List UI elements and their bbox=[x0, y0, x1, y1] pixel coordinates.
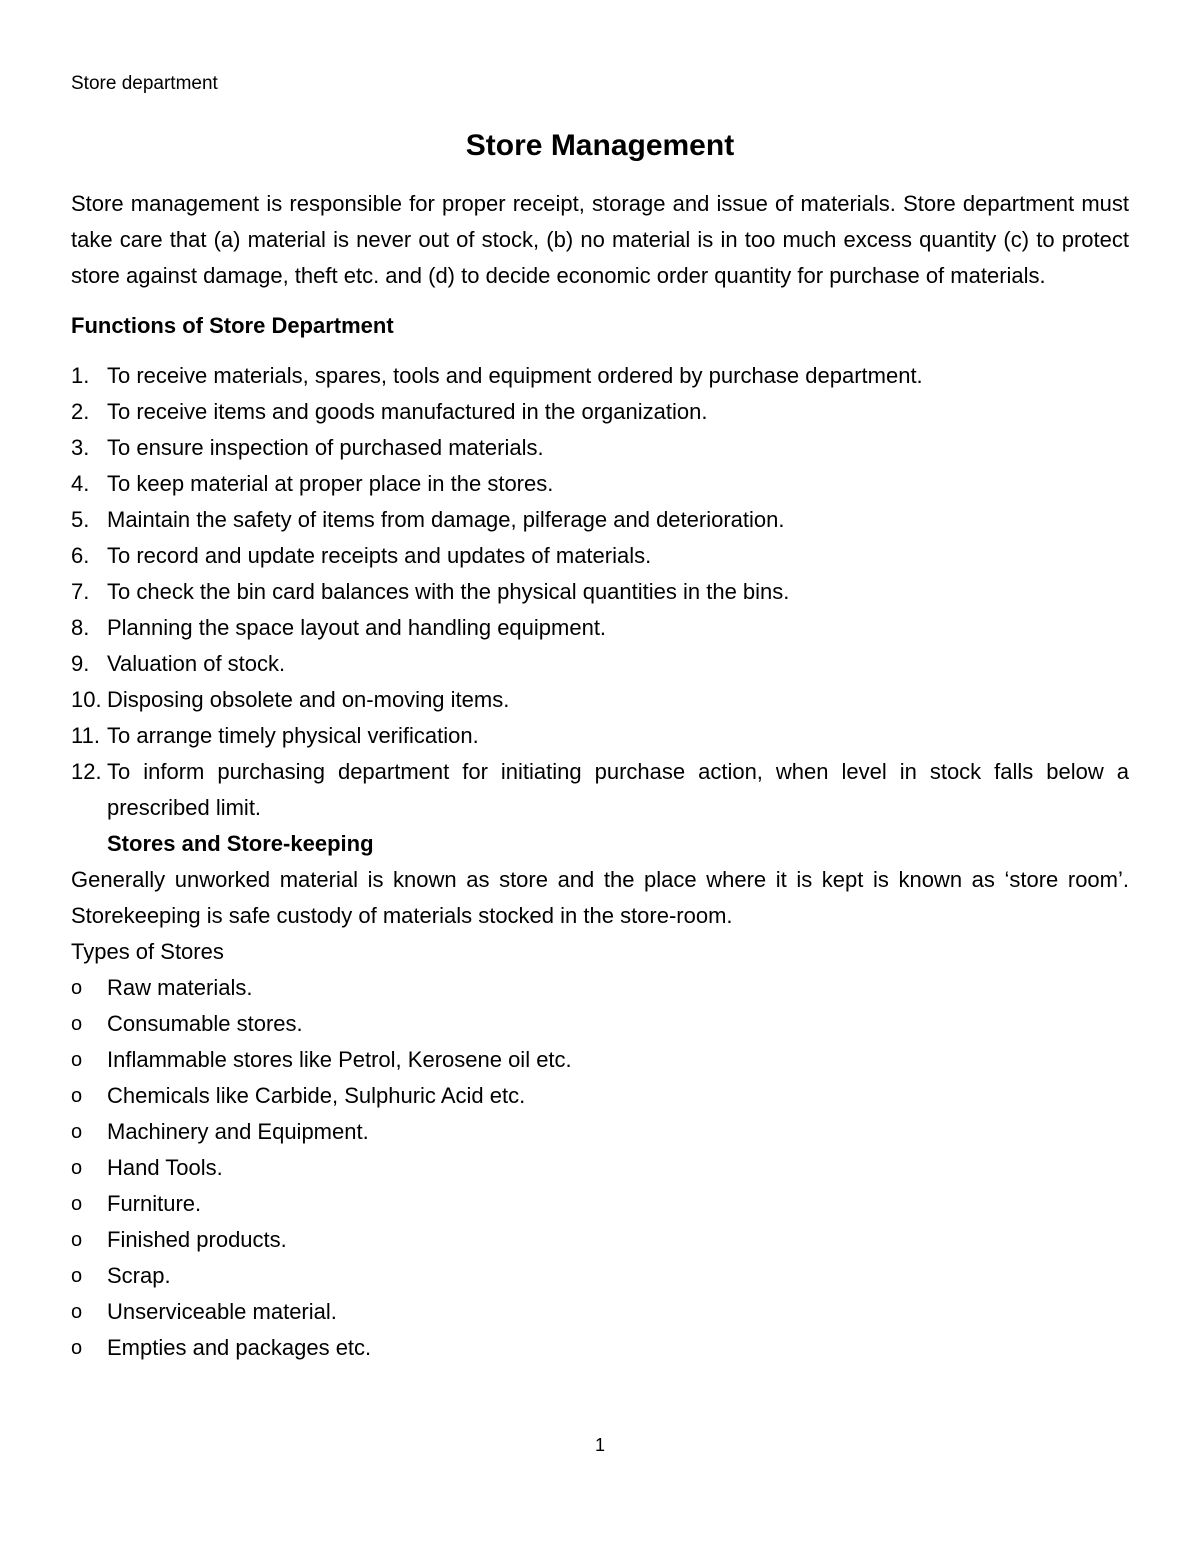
stores-heading: Stores and Store-keeping bbox=[107, 831, 374, 856]
list-item bbox=[71, 502, 1129, 538]
bullet-icon: o bbox=[71, 1265, 83, 1287]
list-item bbox=[71, 466, 1129, 502]
list-number: 8. bbox=[71, 615, 90, 640]
list-number: 4. bbox=[71, 471, 90, 496]
types-label: Types of Stores bbox=[71, 939, 224, 964]
list-item bbox=[71, 610, 1129, 646]
list-item bbox=[71, 394, 1129, 430]
list-item bbox=[71, 1150, 1129, 1186]
bullet-icon: o bbox=[71, 1193, 83, 1215]
list-item bbox=[71, 1222, 1129, 1258]
bullet-icon: o bbox=[71, 1337, 83, 1359]
list-item-text: To receive materials, spares, tools and equipment ordered by purchase department. bbox=[107, 363, 923, 388]
list-number: 12. bbox=[71, 759, 102, 784]
list-number: 5. bbox=[71, 507, 90, 532]
stores-paragraph: Generally unworked material is known as store and the place where it is kept is known as ‘store room’. Storekeeping is safe custody of materials stocked in the store-room. bbox=[71, 867, 1129, 928]
list-number: 2. bbox=[71, 399, 90, 424]
page-header: Store department bbox=[71, 73, 218, 94]
list-item bbox=[71, 682, 1129, 718]
list-item-text: To inform purchasing department for initiating purchase action, when level in stock falls below a prescribed limit. bbox=[107, 759, 1129, 820]
list-item bbox=[71, 970, 1129, 1006]
bullet-icon: o bbox=[71, 1085, 83, 1107]
list-item-text: To record and update receipts and updates of materials. bbox=[107, 543, 652, 568]
functions-heading: Functions of Store Department bbox=[71, 313, 394, 338]
list-item-text: To arrange timely physical verification. bbox=[107, 723, 479, 748]
list-item-text: To ensure inspection of purchased materials. bbox=[107, 435, 544, 460]
bullet-icon: o bbox=[71, 1121, 83, 1143]
functions-list bbox=[71, 358, 1129, 826]
list-item-text: Finished products. bbox=[107, 1227, 287, 1252]
list-item bbox=[71, 1294, 1129, 1330]
list-item-text: Consumable stores. bbox=[107, 1011, 303, 1036]
list-item-text: Disposing obsolete and on-moving items. bbox=[107, 687, 510, 712]
list-item bbox=[71, 754, 1129, 826]
list-item-text: Unserviceable material. bbox=[107, 1299, 337, 1324]
list-number: 9. bbox=[71, 651, 90, 676]
list-item bbox=[71, 1258, 1129, 1294]
list-item-text: Furniture. bbox=[107, 1191, 202, 1216]
list-item bbox=[71, 430, 1129, 466]
list-item-text: Raw materials. bbox=[107, 975, 253, 1000]
list-number: 11. bbox=[71, 723, 100, 748]
list-item-text: To receive items and goods manufactured in the organization. bbox=[107, 399, 708, 424]
list-item-text: To keep material at proper place in the stores. bbox=[107, 471, 554, 496]
list-item-text: Hand Tools. bbox=[107, 1155, 223, 1180]
list-item-text: Scrap. bbox=[107, 1263, 171, 1288]
list-item-text: Chemicals like Carbide, Sulphuric Acid etc. bbox=[107, 1083, 526, 1108]
list-item bbox=[71, 1006, 1129, 1042]
list-item bbox=[71, 1078, 1129, 1114]
list-number: 3. bbox=[71, 435, 90, 460]
list-item bbox=[71, 358, 1129, 394]
types-list bbox=[71, 970, 1129, 1366]
bullet-icon: o bbox=[71, 1049, 83, 1071]
list-item bbox=[71, 1042, 1129, 1078]
list-item-text: Empties and packages etc. bbox=[107, 1335, 372, 1360]
list-item bbox=[71, 1186, 1129, 1222]
list-item bbox=[71, 646, 1129, 682]
list-item-text: To check the bin card balances with the physical quantities in the bins. bbox=[107, 579, 790, 604]
list-number: 1. bbox=[71, 363, 90, 388]
document-body bbox=[71, 186, 1129, 1366]
bullet-icon: o bbox=[71, 1013, 83, 1035]
list-item-text: Valuation of stock. bbox=[107, 651, 286, 676]
list-number: 6. bbox=[71, 543, 90, 568]
page-title: Store Management bbox=[465, 129, 735, 162]
list-item bbox=[71, 1114, 1129, 1150]
list-item bbox=[71, 718, 1129, 754]
list-item-text: Machinery and Equipment. bbox=[107, 1119, 369, 1144]
list-number: 7. bbox=[71, 579, 90, 604]
list-number: 10. bbox=[71, 687, 102, 712]
list-item bbox=[71, 1330, 1129, 1366]
list-item bbox=[71, 574, 1129, 610]
list-item-text: Maintain the safety of items from damage, pilferage and deterioration. bbox=[107, 507, 785, 532]
intro-paragraph: Store management is responsible for proper receipt, storage and issue of materials. Store department must take care that (a) material is never out of stock, (b) no material is in too much excess quantity (c) to protect store against damage, theft etc. and (d) to decide economic order quantity for purchase of materials. bbox=[71, 191, 1129, 288]
page-number: 1 bbox=[594, 1435, 605, 1455]
bullet-icon: o bbox=[71, 1301, 83, 1323]
bullet-icon: o bbox=[71, 977, 83, 999]
list-item-text: Planning the space layout and handling equipment. bbox=[107, 615, 607, 640]
list-item bbox=[71, 538, 1129, 574]
list-item-text: Inflammable stores like Petrol, Kerosene oil etc. bbox=[107, 1047, 572, 1072]
bullet-icon: o bbox=[71, 1229, 83, 1251]
bullet-icon: o bbox=[71, 1157, 83, 1179]
